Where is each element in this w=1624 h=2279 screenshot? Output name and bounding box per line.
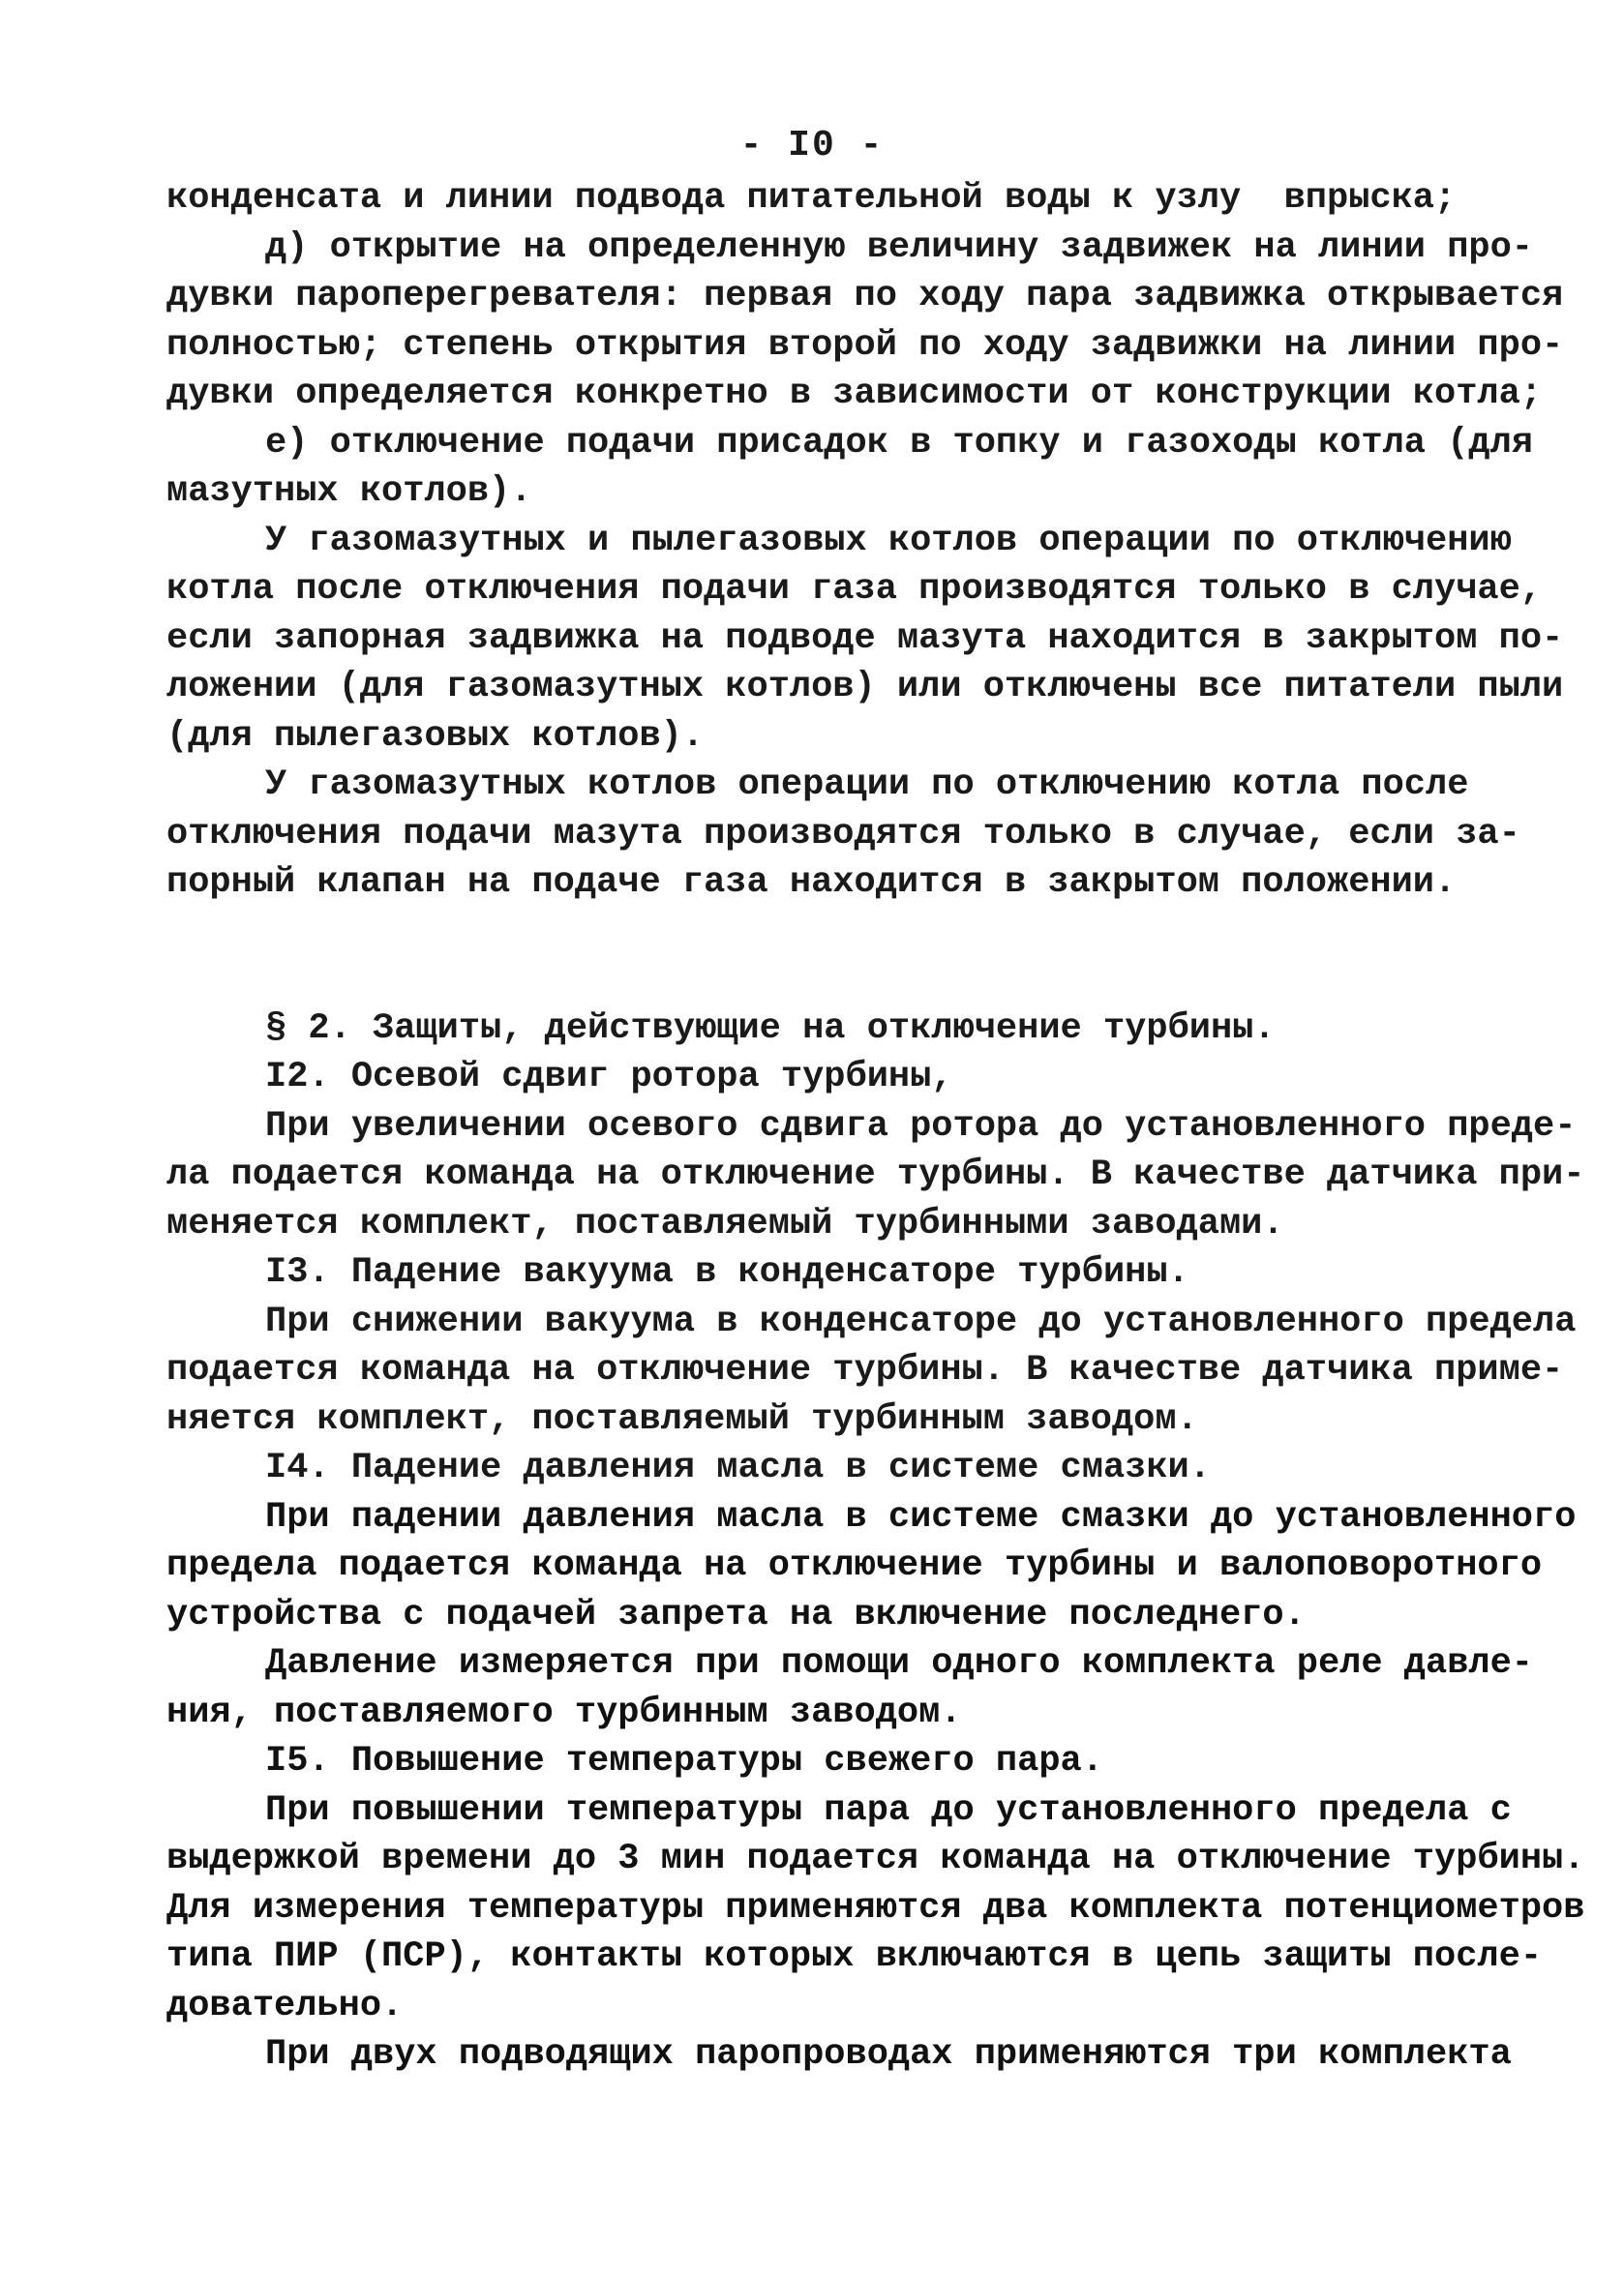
paragraph bbox=[166, 1102, 1585, 1249]
section-heading bbox=[166, 1005, 1502, 1054]
page-number: - I0 - bbox=[739, 125, 885, 166]
paragraph bbox=[166, 224, 1564, 419]
text-line: няется комплект, поставляемый турбинным заводом. bbox=[166, 1398, 1198, 1440]
text-line: предела подается команда на отключение турбины и валоповоротного bbox=[166, 1545, 1543, 1586]
text-line: подается команда на отключение турбины. В качестве датчика приме- bbox=[166, 1350, 1564, 1391]
section-title: § 2. Защиты, действующие на отключение турбины. bbox=[265, 1007, 1276, 1049]
text-line: Давление измеряется при помощи одного комплекта реле давле- bbox=[265, 1643, 1534, 1684]
paragraph bbox=[166, 1786, 1585, 2031]
text-line: У газомазутных котлов операции по отключению котла после bbox=[265, 765, 1469, 805]
text-line: У газомазутных и пылегазовых котлов операции по отключению bbox=[265, 520, 1512, 561]
section-spacer bbox=[166, 908, 1502, 1005]
text-line: I5. Повышение температуры свежего пара. bbox=[265, 1741, 1103, 1782]
text-line: конденсата и линии подвода питательной воды к узлу впрыска; bbox=[166, 178, 1457, 219]
text-line: довательно. bbox=[166, 1985, 404, 2026]
paragraph bbox=[166, 1493, 1577, 1640]
text-line: выдержкой времени до 3 мин подается команда на отключение турбины. bbox=[166, 1839, 1585, 1879]
text-line: порный клапан на подаче газа находится в закрытом положении. bbox=[166, 862, 1457, 903]
item-heading bbox=[166, 1248, 1502, 1298]
text-line: типа ПИР (ПСР), контакты которых включаются в цепь защиты после- bbox=[166, 1936, 1543, 1977]
text-line: (для пылегазовых котлов). bbox=[166, 715, 705, 757]
text-line: отключения подачи мазута производятся только в случае, если за- bbox=[166, 813, 1520, 855]
paragraph bbox=[166, 1298, 1577, 1445]
text-line: если запорная задвижка на подводе мазута находится в закрытом по- bbox=[166, 617, 1564, 659]
paragraph bbox=[166, 517, 1564, 762]
text-line: ния, поставляемого турбинным заводом. bbox=[166, 1692, 962, 1733]
text-line: д) открытие на определенную величину задвижек на линии про- bbox=[265, 226, 1534, 268]
text-line: При увеличении осевого сдвига ротора до установленного преде- bbox=[265, 1105, 1577, 1147]
text-line: I3. Падение вакуума в конденсаторе турбины. bbox=[265, 1252, 1189, 1293]
item-heading bbox=[166, 1444, 1502, 1493]
item-heading bbox=[166, 1737, 1502, 1786]
paragraph bbox=[166, 1639, 1534, 1737]
text-line: Для измерения температуры применяются два комплекта потенциометров bbox=[166, 1887, 1585, 1929]
text-line: При снижении вакуума в конденсаторе до установленного предела bbox=[265, 1301, 1577, 1342]
text-line: I4. Падение давления масла в системе смазки. bbox=[265, 1448, 1211, 1488]
paragraph bbox=[166, 419, 1534, 517]
text-line: При двух подводящих паропроводах применяются три комплекта bbox=[265, 2034, 1512, 2075]
paragraph bbox=[166, 2030, 1512, 2080]
text-line: мазутных котлов). bbox=[166, 471, 532, 512]
paragraph bbox=[166, 761, 1520, 908]
text-line: е) отключение подачи присадок в топку и газоходы котла (для bbox=[265, 422, 1534, 464]
item-heading bbox=[166, 1053, 1502, 1102]
text-line: При повышении температуры пара до установленного предела с bbox=[265, 1789, 1512, 1831]
text-line: ла подается команда на отключение турбины. В качестве датчика при- bbox=[166, 1154, 1585, 1195]
document-body bbox=[166, 174, 1585, 2080]
text-line: I2. Осевой сдвиг ротора турбины, bbox=[265, 1057, 953, 1097]
text-line: котла после отключения подачи газа производятся только в случае, bbox=[166, 569, 1543, 610]
text-line: дувки определяется конкретно в зависимости от конструкции котла; bbox=[166, 374, 1543, 414]
text-line: дувки пароперегревателя: первая по ходу пара задвижка открывается bbox=[166, 276, 1564, 316]
text-line: При падении давления масла в системе смазки до установленного bbox=[265, 1496, 1577, 1538]
text-line: устройства с подачей запрета на включение последнего. bbox=[166, 1594, 1306, 1635]
text-line: полностью; степень открытия второй по ходу задвижки на линии про- bbox=[166, 324, 1564, 366]
text-line: меняется комплект, поставляемый турбинными заводами. bbox=[166, 1203, 1284, 1244]
text-line: ложении (для газомазутных котлов) или отключены все питатели пыли bbox=[166, 667, 1564, 707]
paragraph bbox=[166, 174, 1502, 224]
